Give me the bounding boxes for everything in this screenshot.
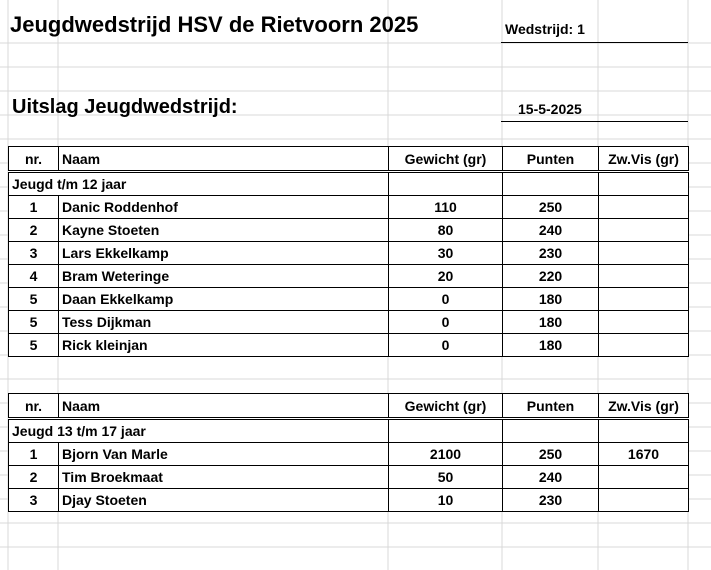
- points-cell[interactable]: 240: [503, 466, 599, 489]
- group-empty-cell[interactable]: [503, 172, 599, 196]
- heaviest-fish-cell[interactable]: [599, 489, 689, 512]
- rank-cell[interactable]: 2: [9, 219, 59, 242]
- header-punten[interactable]: Punten: [503, 147, 599, 172]
- points-cell[interactable]: 250: [503, 443, 599, 466]
- weight-cell[interactable]: 2100: [389, 443, 503, 466]
- results-subtitle: Uitslag Jeugdwedstrijd:: [12, 96, 238, 118]
- table-row: [9, 443, 689, 466]
- heaviest-fish-cell[interactable]: [599, 265, 689, 288]
- name-cell[interactable]: Danic Roddenhof: [59, 196, 389, 219]
- name-cell[interactable]: Bram Weteringe: [59, 265, 389, 288]
- name-cell[interactable]: Kayne Stoeten: [59, 219, 389, 242]
- name-cell[interactable]: Tess Dijkman: [59, 311, 389, 334]
- weight-cell[interactable]: 30: [389, 242, 503, 265]
- weight-cell[interactable]: 20: [389, 265, 503, 288]
- rank-cell[interactable]: 5: [9, 288, 59, 311]
- header-gewicht[interactable]: Gewicht (gr): [389, 394, 503, 419]
- points-cell[interactable]: 180: [503, 288, 599, 311]
- points-cell[interactable]: 220: [503, 265, 599, 288]
- table-header-row: [9, 147, 689, 172]
- points-cell[interactable]: 180: [503, 311, 599, 334]
- name-cell[interactable]: Lars Ekkelkamp: [59, 242, 389, 265]
- header-punten[interactable]: Punten: [503, 394, 599, 419]
- heaviest-fish-cell[interactable]: [599, 288, 689, 311]
- heaviest-fish-cell[interactable]: [599, 242, 689, 265]
- group-empty-cell[interactable]: [389, 172, 503, 196]
- header-nr[interactable]: nr.: [9, 147, 59, 172]
- weight-cell[interactable]: 0: [389, 334, 503, 357]
- table-row: [9, 466, 689, 489]
- header-naam[interactable]: Naam: [59, 147, 389, 172]
- sheet-title: Jeugdwedstrijd HSV de Rietvoorn 2025: [10, 12, 419, 37]
- points-cell[interactable]: 250: [503, 196, 599, 219]
- group-row: [9, 172, 689, 196]
- heaviest-fish-cell[interactable]: [599, 466, 689, 489]
- rank-cell[interactable]: 1: [9, 196, 59, 219]
- header-naam[interactable]: Naam: [59, 394, 389, 419]
- header-gewicht[interactable]: Gewicht (gr): [389, 147, 503, 172]
- table-row: [9, 242, 689, 265]
- match-underline: [501, 42, 688, 43]
- points-cell[interactable]: 230: [503, 242, 599, 265]
- table-body: [9, 196, 689, 357]
- match-date: 15-5-2025: [518, 101, 582, 117]
- results-table-under-12: [8, 146, 689, 357]
- heaviest-fish-cell[interactable]: [599, 311, 689, 334]
- rank-cell[interactable]: 5: [9, 311, 59, 334]
- rank-cell[interactable]: 1: [9, 443, 59, 466]
- match-number-label: Wedstrijd: 1: [505, 21, 585, 37]
- results-table-13-17: [8, 393, 689, 512]
- weight-cell[interactable]: 80: [389, 219, 503, 242]
- group-row: [9, 419, 689, 443]
- rank-cell[interactable]: 3: [9, 242, 59, 265]
- rank-cell[interactable]: 3: [9, 489, 59, 512]
- table-body: [9, 443, 689, 512]
- table-row: [9, 196, 689, 219]
- rank-cell[interactable]: 4: [9, 265, 59, 288]
- points-cell[interactable]: 230: [503, 489, 599, 512]
- table-row: [9, 288, 689, 311]
- weight-cell[interactable]: 0: [389, 288, 503, 311]
- weight-cell[interactable]: 110: [389, 196, 503, 219]
- header-zwvis[interactable]: Zw.Vis (gr): [599, 394, 689, 419]
- points-cell[interactable]: 240: [503, 219, 599, 242]
- table-row: [9, 334, 689, 357]
- group-empty-cell[interactable]: [599, 419, 689, 443]
- weight-cell[interactable]: 50: [389, 466, 503, 489]
- name-cell[interactable]: Tim Broekmaat: [59, 466, 389, 489]
- date-underline: [501, 121, 688, 122]
- heaviest-fish-cell[interactable]: [599, 196, 689, 219]
- table-row: [9, 219, 689, 242]
- name-cell[interactable]: Djay Stoeten: [59, 489, 389, 512]
- group-label[interactable]: Jeugd 13 t/m 17 jaar: [9, 419, 389, 443]
- table-row: [9, 311, 689, 334]
- rank-cell[interactable]: 2: [9, 466, 59, 489]
- rank-cell[interactable]: 5: [9, 334, 59, 357]
- group-empty-cell[interactable]: [503, 419, 599, 443]
- name-cell[interactable]: Rick kleinjan: [59, 334, 389, 357]
- heaviest-fish-cell[interactable]: 1670: [599, 443, 689, 466]
- header-nr[interactable]: nr.: [9, 394, 59, 419]
- name-cell[interactable]: Bjorn Van Marle: [59, 443, 389, 466]
- header-zwvis[interactable]: Zw.Vis (gr): [599, 147, 689, 172]
- group-label[interactable]: Jeugd t/m 12 jaar: [9, 172, 389, 196]
- heaviest-fish-cell[interactable]: [599, 219, 689, 242]
- weight-cell[interactable]: 10: [389, 489, 503, 512]
- group-empty-cell[interactable]: [599, 172, 689, 196]
- table-row: [9, 265, 689, 288]
- group-empty-cell[interactable]: [389, 419, 503, 443]
- name-cell[interactable]: Daan Ekkelkamp: [59, 288, 389, 311]
- points-cell[interactable]: 180: [503, 334, 599, 357]
- weight-cell[interactable]: 0: [389, 311, 503, 334]
- heaviest-fish-cell[interactable]: [599, 334, 689, 357]
- table-row: [9, 489, 689, 512]
- table-header-row: [9, 394, 689, 419]
